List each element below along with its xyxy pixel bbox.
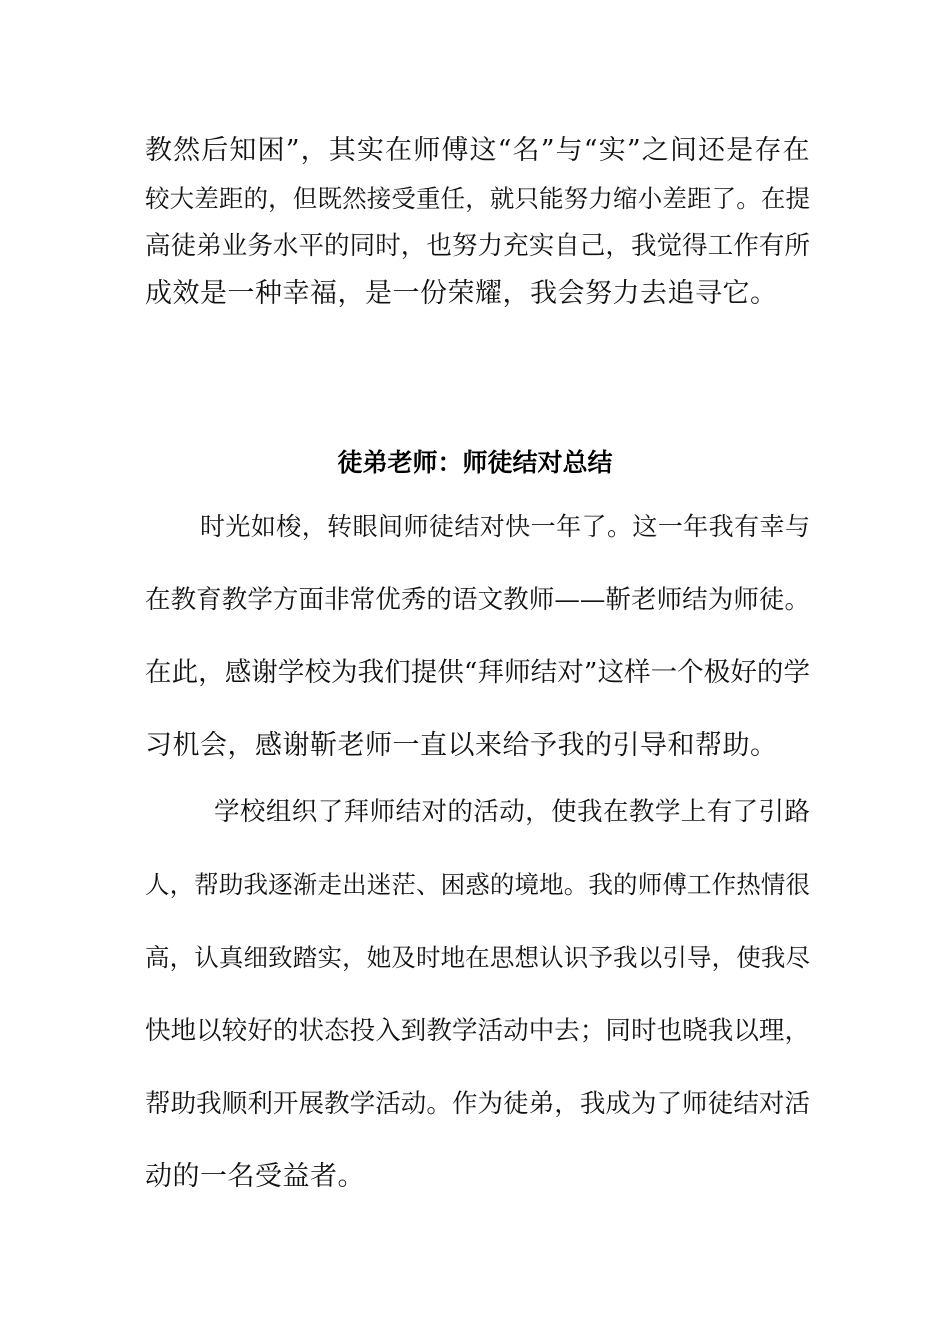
text-line: 学校组织了拜师结对的活动，使我在教学上有了引路 [214, 797, 810, 827]
text-line: 习机会，感谢靳老师一直以来给予我的引导和帮助。 [145, 730, 778, 761]
text-line: 快地以较好的状态投入到教学活动中去；同时也晓我以理， [145, 1016, 810, 1046]
text-line: 高，认真细致踏实，她及时地在思想认识予我以引导，使我尽 [145, 943, 810, 972]
text-line: 成效是一种幸福，是一份荣耀，我会努力去追寻它。 [145, 278, 778, 309]
section-title: 徒弟老师：师徒结对总结 [337, 448, 613, 477]
text-line: 动的一名受益者。 [145, 1161, 365, 1192]
text-line: 时光如梭，转眼间师徒结对快一年了。这一年我有幸与 [200, 512, 810, 541]
text-line: 教然后知困”，其实在师傅这“名”与“实”之间还是存在 [145, 135, 810, 166]
text-line: 高徒弟业务水平的同时，也努力充实自己，我觉得工作有所 [145, 231, 810, 261]
text-line: 帮助我顺利开展教学活动。作为徒弟，我成为了师徒结对活 [145, 1089, 810, 1119]
text-line: 在此，感谢学校为我们提供“拜师结对”这样一个极好的学 [145, 657, 810, 688]
text-line: 较大差距的，但既然接受重任，就只能努力缩小差距了。在提 [145, 184, 810, 213]
text-line: 人，帮助我逐渐走出迷茫、困惑的境地。我的师傅工作热情很 [145, 870, 810, 899]
text-line: 在教育教学方面非常优秀的语文教师——靳老师结为师徒。 [145, 585, 810, 615]
